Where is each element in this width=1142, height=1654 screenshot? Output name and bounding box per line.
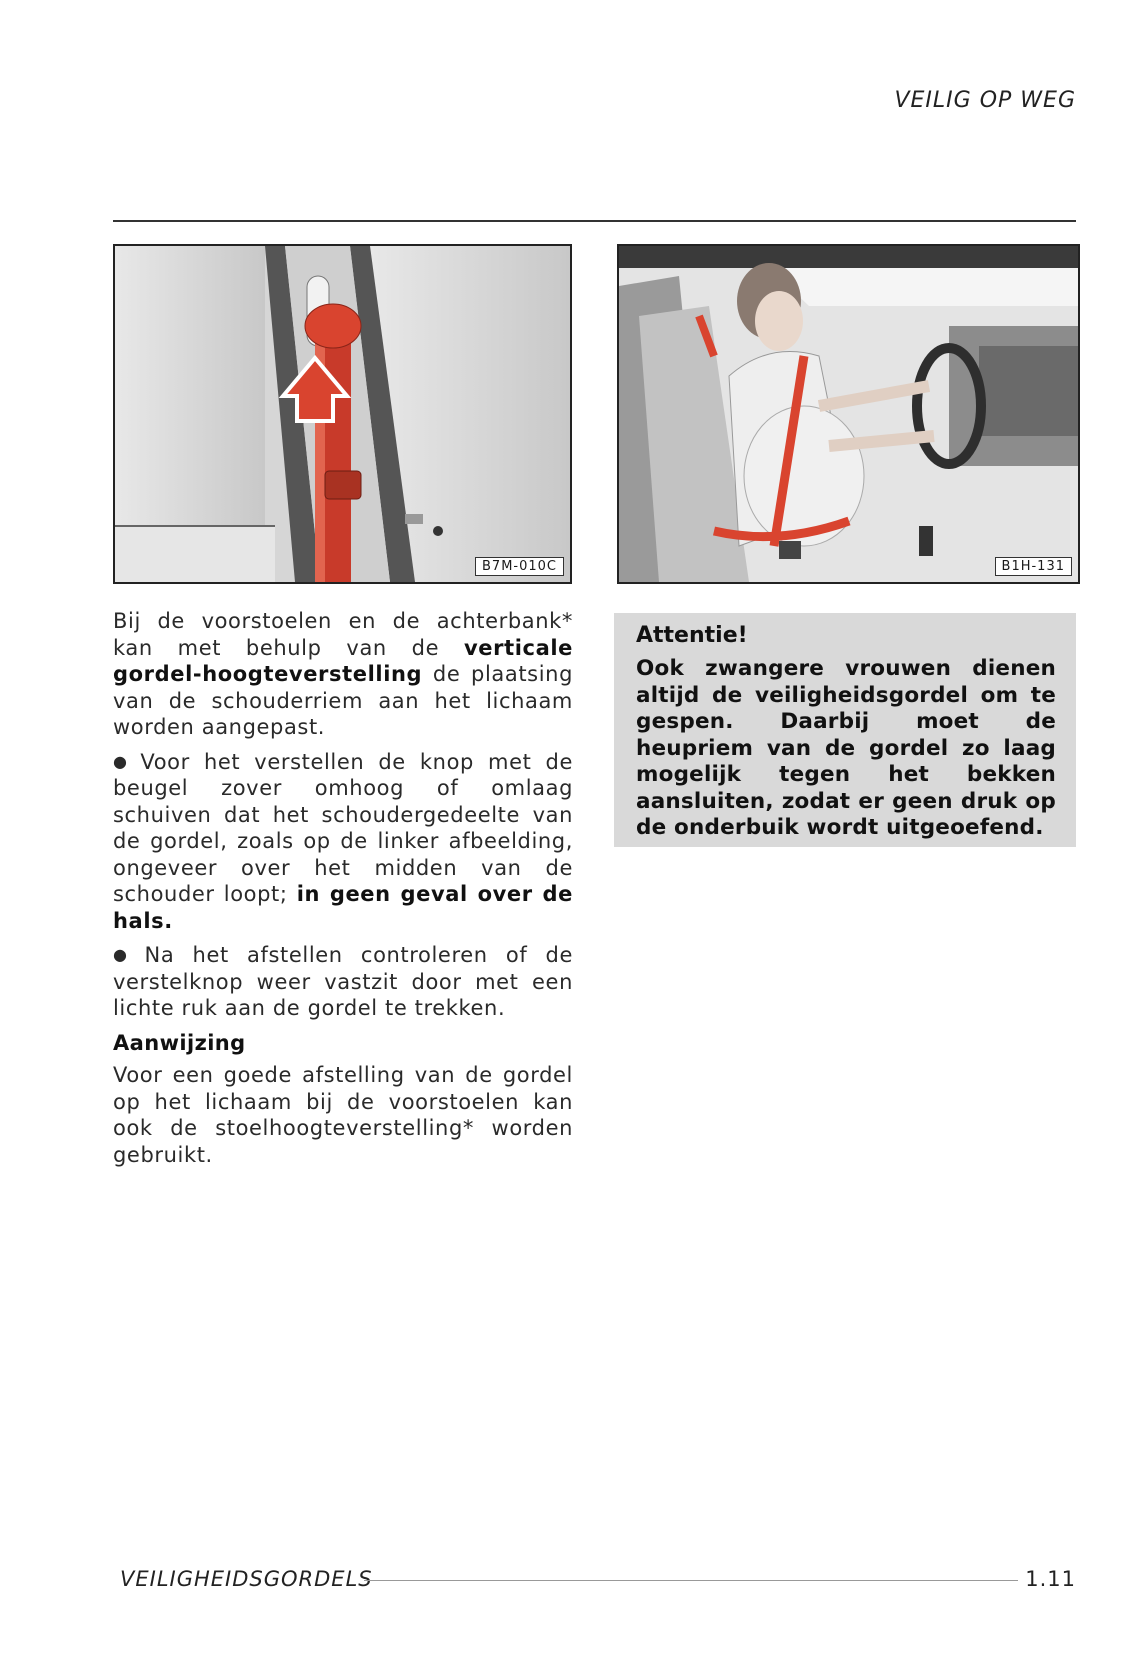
- figure-code-right: B1H-131: [995, 557, 1072, 576]
- running-header: VEILIG OP WEG: [894, 88, 1076, 113]
- warning-not-over-neck: in geen geval over de hals.: [113, 882, 573, 933]
- paragraph-intro: Bij de voorstoelen en de achterbank* kan met behulp van de verticale gordel-hoogteverstelling de plaatsing van de schouderriem aan het lichaam worden aangepast.: [113, 609, 573, 739]
- footer-divider: [364, 1580, 1018, 1581]
- figure-belt-height-adjuster: [113, 244, 572, 584]
- figure-pregnant-driver: [617, 244, 1080, 584]
- belt-adjuster-illustration: [115, 246, 570, 582]
- bullet-icon: ●: [113, 945, 139, 964]
- header-divider: [113, 220, 1076, 222]
- attention-box: [614, 613, 1076, 847]
- attention-title: Attentie!: [636, 623, 748, 648]
- note-text: Voor een goede afstelling van de gordel op het lichaam bij de voorstoelen kan ook de stoelhoogteverstelling* worden gebruikt.: [113, 1063, 573, 1167]
- bullet-icon: ●: [113, 751, 135, 771]
- attention-text: Ook zwangere vrouwen dienen altijd de veiligheidsgordel om te gespen. Daarbij moet de heupriem van de gordel zo laag mogelijk tegen het bekken aansluiten, zodat er geen druk op de onderbuik wordt uitgeoefend.: [636, 656, 1056, 840]
- paragraph-check-step: ● Na het afstellen controleren of de verstelknop weer vastzit door met een lichte ruk aan de gordel te trekken.: [113, 943, 574, 1020]
- pregnant-driver-illustration: [619, 246, 1078, 582]
- term-belt-height-adjustment: verticale gordel-hoogteverstelling: [113, 635, 573, 686]
- paragraph-adjust-step: ● Voor het verstellen de knop met de beugel zover omhoog of omlaag schuiven dat het schoudergedeelte van de gordel, zoals op de linker afbeelding, ongeveer over het midden van de schouder loopt; in geen geval over de hals.: [113, 749, 574, 933]
- note-heading: Aanwijzing: [113, 1030, 246, 1055]
- page-number: 1.11: [1025, 1567, 1076, 1591]
- body-text-column: [113, 608, 573, 1176]
- footer-section-title: VEILIGHEIDSGORDELS: [120, 1567, 373, 1591]
- figure-code-left: B7M-010C: [475, 557, 564, 576]
